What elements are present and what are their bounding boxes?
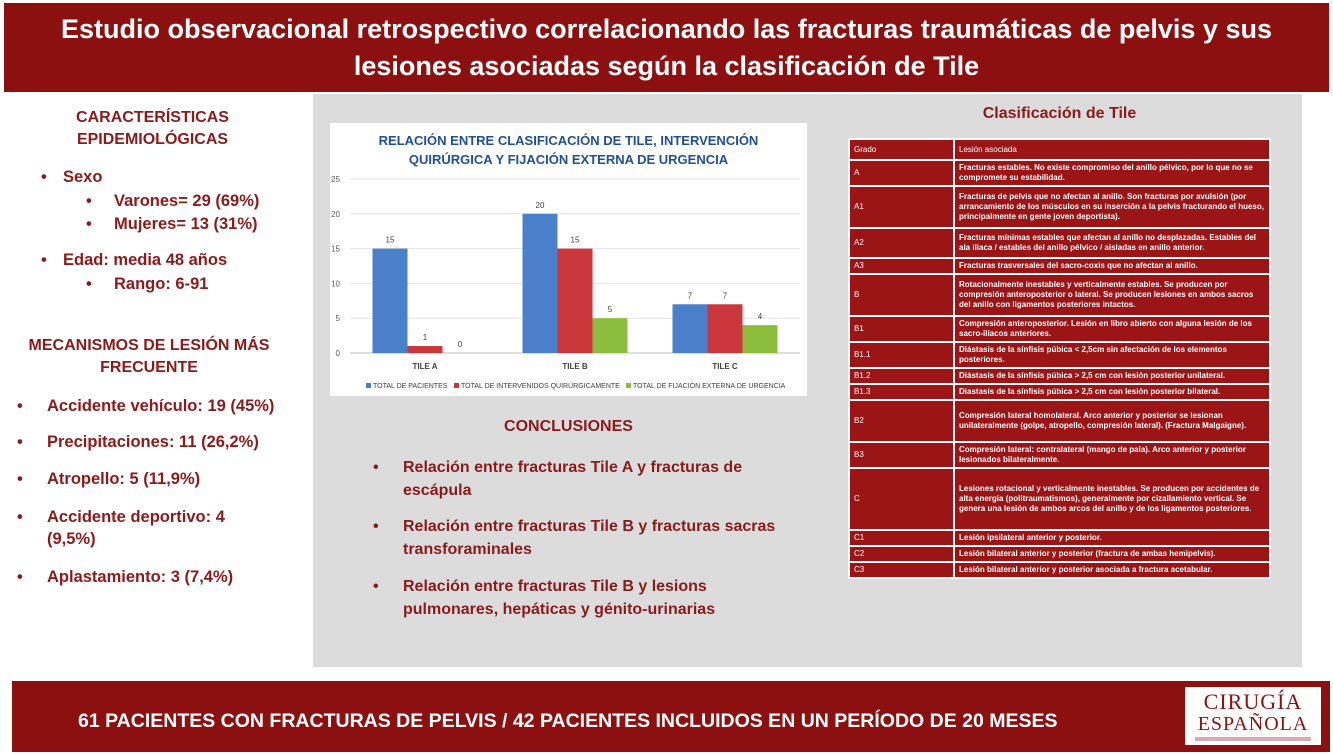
- mechanism-item: • Precipitaciones: 11 (26,2%): [17, 433, 259, 451]
- y-tick-label: 10: [331, 279, 340, 289]
- grade-cell: B2: [849, 400, 954, 442]
- table-row: [849, 384, 1270, 400]
- logo-text-top: CIRUGÍA: [1203, 689, 1303, 714]
- grade-cell: C: [849, 468, 954, 530]
- chart-title: RELACIÓN ENTRE CLASIFICACIÓN DE TILE, INTERVENCIÓN QUIRÚRGICA Y FIJACIÓN EXTERNA DE URGENCIA: [378, 133, 759, 167]
- data-label: 1: [422, 333, 428, 343]
- bar: [673, 304, 708, 353]
- footer-text: 61 PACIENTES CON FRACTURAS DE PELVIS / 42 PACIENTES INCLUIDOS EN UN PERÍODO DE 20 MESES: [78, 710, 1058, 732]
- bar: [373, 249, 408, 353]
- grade-cell: A3: [849, 258, 954, 274]
- data-label: 7: [687, 291, 693, 301]
- chart-plot: [330, 123, 807, 396]
- lesion-cell: Fracturas mínimas estables que afectan al anillo no desplazadas. Estables del ala iliaca / estables del anillo pélvico / aisladas en anillo anterior.: [954, 228, 1270, 258]
- title-banner: [4, 3, 1329, 92]
- grade-cell: A: [849, 160, 954, 186]
- table-row: [849, 160, 1270, 186]
- data-label: 7: [722, 291, 728, 301]
- lesion-cell: Compresión lateral homolateral. Arco anterior y posterior se lesionan unilateralmente (golpe, atropello, compresión lateral). (Fractura Malgaigne).: [954, 400, 1270, 442]
- lesion-cell: Compresión lateral: contralateral (mango de pala). Arco anterior y posterior lesionados bilateralmente.: [954, 442, 1270, 468]
- lesion-cell: Lesión ipsilateral anterior y posterior.: [954, 530, 1270, 546]
- grade-cell: C3: [849, 562, 954, 578]
- table-header-row: [849, 139, 1270, 160]
- y-tick-label: 25: [331, 175, 340, 184]
- logo-rule: [1195, 737, 1311, 741]
- lesion-cell: Fracturas estables. No existe compromiso del anillo pélvico, por lo que no se compromete su estabilidad.: [954, 160, 1270, 186]
- bar: [743, 325, 778, 353]
- bullet-icon: •: [373, 518, 379, 535]
- bullet-icon: •: [373, 578, 379, 595]
- x-tick-label: TILE B: [562, 362, 588, 371]
- bullet-icon: •: [17, 470, 23, 488]
- conclusions-heading: CONCLUSIONES: [504, 418, 633, 435]
- legend-label: TOTAL DE FIJACIÓN EXTERNA DE URGENCIA: [633, 383, 786, 390]
- column-header-grade: Grado: [849, 139, 954, 160]
- y-tick-label: 15: [331, 244, 340, 254]
- conclusion-item: • Relación entre fracturas Tile B y fracturas sacras transforaminales: [403, 515, 783, 561]
- mechanisms-heading: MECANISMOS DE LESIÓN MÁS FRECUENTE: [28, 337, 270, 376]
- bullet-icon: •: [17, 397, 23, 415]
- lesion-cell: Diástasis de la sínfisis púbica < 2,5cm sin afectación de los elementos posteriores.: [954, 342, 1270, 368]
- sex-item: • Sexo: [41, 168, 103, 186]
- bullet-icon: •: [373, 459, 379, 476]
- data-label: 20: [535, 200, 545, 210]
- conclusion-item: • Relación entre fracturas Tile B y lesions pulmonares, hepáticas y génito-urinarias: [403, 575, 783, 621]
- males-item: • Varones= 29 (69%): [86, 192, 260, 210]
- table-row: [849, 400, 1270, 442]
- table-row: [849, 468, 1270, 530]
- table-row: [849, 258, 1270, 274]
- logo-text-bottom: ESPAÑOLA: [1197, 713, 1309, 735]
- y-tick-label: 0: [335, 349, 340, 358]
- legend-label: TOTAL DE INTERVENIDOS QUIRÚRGICAMENTE: [461, 383, 620, 390]
- lesion-cell: Rotacionalmente inestables y verticalmente estables. Se producen por compresión anteroposterior o lateral. Se producen lesiones en ambos sacros del anillo con ligamentos posteriores intactos.: [954, 274, 1270, 316]
- bullet-icon: •: [17, 433, 23, 451]
- tile-table: [848, 138, 1271, 579]
- bullet-icon: •: [86, 192, 92, 210]
- grade-cell: A2: [849, 228, 954, 258]
- lesion-cell: Fracturas trasversales del sacro-coxis que no afectan al anillo.: [954, 258, 1270, 274]
- x-tick-label: TILE A: [412, 362, 438, 371]
- lesion-cell: Diástasis de la sínfisis púbica > 2,5 cm con lesión posterior unilateral.: [954, 368, 1270, 384]
- mechanism-item: • Atropello: 5 (11,9%): [17, 470, 201, 488]
- bar: [593, 318, 628, 353]
- lesion-cell: Lesiones rotacional y verticalmente inestables. Se producen por accidentes de alta energía (politraumatismos), generalmente por cizallamiento vertical. Se genera una lesión de ambos arcos del anillo y de los ligamentos posteriores.: [954, 468, 1270, 530]
- bar: [558, 249, 593, 353]
- bar: [523, 214, 558, 353]
- data-label: 15: [570, 235, 580, 245]
- journal-logo: [1183, 685, 1323, 747]
- mechanism-item: • Aplastamiento: 3 (7,4%): [17, 568, 234, 586]
- table-row: [849, 274, 1270, 316]
- grade-cell: C2: [849, 546, 954, 562]
- bullet-icon: •: [17, 568, 23, 586]
- data-label: 15: [385, 235, 395, 245]
- y-tick-label: 5: [335, 314, 340, 324]
- females-item: • Mujeres= 13 (31%): [86, 215, 258, 233]
- age-item: • Edad: media 48 años: [41, 251, 228, 269]
- legend-swatch: [454, 383, 459, 388]
- lesion-cell: Diastasis de la sínfisis púbica > 2,5 cm con lesión posterior bilateral.: [954, 384, 1270, 400]
- grade-cell: A1: [849, 186, 954, 228]
- table-row: [849, 562, 1270, 578]
- table-row: [849, 442, 1270, 468]
- epidemiology-heading: CARACTERÍSTICAS EPIDEMIOLÓGICAS: [76, 109, 229, 148]
- mechanism-item: • Accidente vehículo: 19 (45%): [17, 397, 275, 415]
- lesion-cell: Lesión bilateral anterior y posterior asociada a fractura acetabular.: [954, 562, 1270, 578]
- data-label: 5: [607, 305, 613, 315]
- lesion-cell: Compresión anteroposterior. Lesión en libro abierto con alguna lesión de los sacro-ilíacos anteriores.: [954, 316, 1270, 342]
- grade-cell: B1: [849, 316, 954, 342]
- grade-cell: B1.2: [849, 368, 954, 384]
- bar: [708, 304, 743, 353]
- x-tick-label: TILE C: [712, 362, 738, 371]
- mechanism-item: • Accidente deportivo: 4 (9,5%): [17, 508, 225, 548]
- table-row: [849, 186, 1270, 228]
- left-column: [0, 100, 305, 660]
- legend-label: TOTAL DE PACIENTES: [373, 383, 448, 390]
- bar: [408, 346, 443, 353]
- table-row: [849, 368, 1270, 384]
- lesion-cell: Fracturas de pelvis que no afectan al anillo. Son fracturas por avulsión (por arrancamiento de los músculos en su inserción a la pelvis fracturando el hueso, principalmente en gente joven deportista).: [954, 186, 1270, 228]
- table-row: [849, 530, 1270, 546]
- bullet-icon: •: [41, 168, 47, 186]
- legend-swatch: [626, 383, 631, 388]
- table-row: [849, 228, 1270, 258]
- grade-cell: B1.1: [849, 342, 954, 368]
- bullet-icon: •: [41, 251, 47, 269]
- grade-cell: C1: [849, 530, 954, 546]
- y-tick-label: 20: [331, 209, 340, 219]
- tile-heading: Clasificación de Tile: [982, 105, 1137, 122]
- lesion-cell: Lesión bilateral anterior y posterior (fractura de ambas hemipelvis).: [954, 546, 1270, 562]
- grade-cell: B3: [849, 442, 954, 468]
- page-title: Estudio observacional retrospectivo correlacionando las fracturas traumáticas de pelvis y sus lesiones asociadas según la clasificación de Tile: [61, 14, 1272, 81]
- conclusion-item: • Relación entre fracturas Tile A y fracturas de escápula: [403, 456, 783, 502]
- data-label: 0: [457, 340, 463, 349]
- table-row: [849, 546, 1270, 562]
- grade-cell: B: [849, 274, 954, 316]
- column-header-lesion: Lesión asociada: [954, 139, 1270, 160]
- table-row: [849, 342, 1270, 368]
- bullet-icon: •: [17, 508, 23, 526]
- legend-swatch: [366, 383, 371, 388]
- bar-chart: [330, 123, 807, 396]
- grade-cell: B1.3: [849, 384, 954, 400]
- range-item: • Rango: 6-91: [86, 275, 209, 293]
- data-label: 4: [757, 312, 763, 322]
- bullet-icon: •: [86, 215, 92, 233]
- table-row: [849, 316, 1270, 342]
- bullet-icon: •: [86, 275, 92, 293]
